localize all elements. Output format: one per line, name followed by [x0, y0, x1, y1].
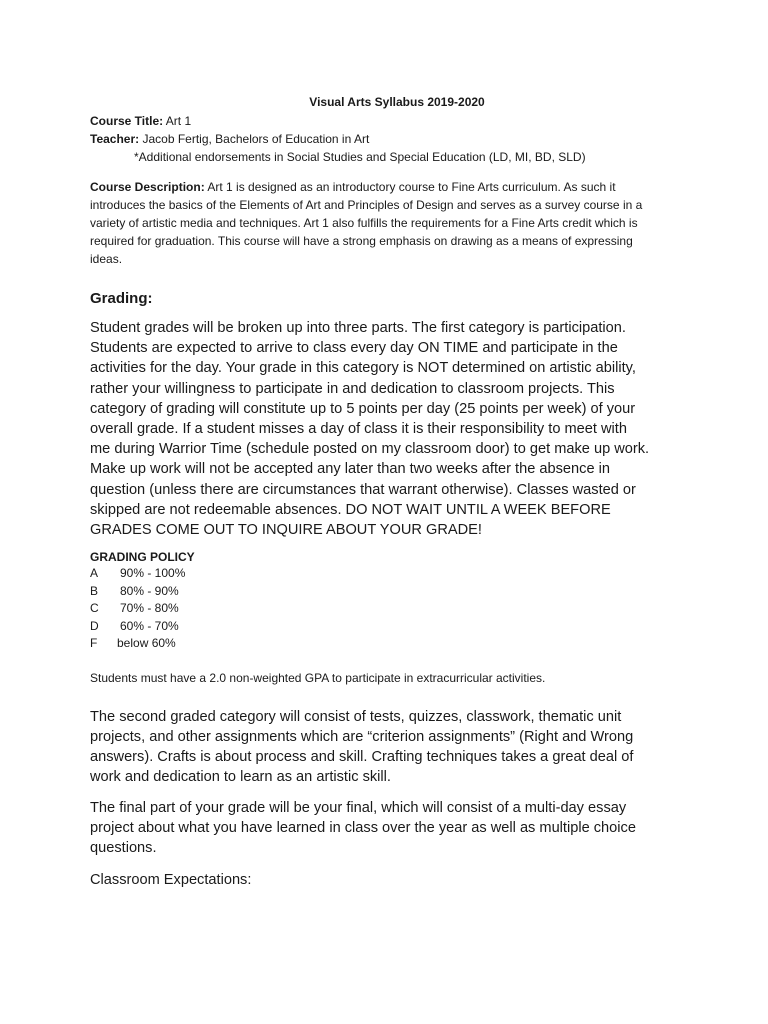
policy-range: 60% - 70%	[120, 618, 179, 633]
course-title-label: Course Title:	[90, 114, 164, 128]
grading-policy-row	[90, 618, 690, 636]
endorsements-line: *Additional endorsements in Social Studies and Special Education (LD, MI, BD, SLD)	[134, 150, 586, 164]
policy-range: 90% - 100%	[120, 566, 186, 581]
policy-grade: D	[90, 618, 99, 633]
teacher-value: Jacob Fertig, Bachelors of Education in Art	[142, 132, 370, 146]
course-title-line	[90, 112, 690, 130]
gpa-note: Students must have a 2.0 non-weighted GPA to participate in extracurricular activities.	[90, 670, 546, 685]
policy-range: 80% - 90%	[120, 583, 179, 598]
policy-grade: F	[90, 636, 98, 651]
grading-paragraph: Student grades will be broken up into three parts. The first category is participation. Students are expected to arrive to class every day ON TIME and participate in the activities for the day. Your grade in this category is NOT determined on artistic ability, rather your willingness to participate in and dedication to classroom projects. This category of grading will constitute up to 5 points per day (25 points per week) of your overall grade. If a student misses a day of class it is their responsibility to meet with me during Warrior Time (schedule posted on my classroom door) to get make up work. Make up work will not be accepted any later than two weeks after the absence in question (unless there are circumstances that warrant otherwise). Classes wasted or skipped are not redeemable absences. DO NOT WAIT UNTIL A WEEK BEFORE GRADES COME OUT TO INQUIRE ABOUT YOUR GRADE!	[90, 320, 650, 539]
grading-policy-row	[90, 565, 690, 583]
classroom-expectations-heading: Classroom Expectations:	[90, 872, 252, 889]
syllabus-page	[90, 94, 690, 890]
grading-policy-row	[90, 583, 690, 601]
policy-range: 70% - 80%	[120, 601, 179, 616]
grading-heading: Grading:	[90, 290, 153, 307]
course-title-value: Art 1	[165, 114, 192, 128]
grading-policy-row	[90, 600, 690, 618]
final-part-paragraph: The final part of your grade will be your final, which will consist of a multi-day essay project about what you have learned in class over the year as well as multiple choice questions.	[90, 799, 636, 856]
course-description-text: Art 1 is designed as an introductory course to Fine Arts curriculum. As such it introduces the basics of the Elements of Art and Principles of Design and serves as a survey course in a variety of artistic media and techniques. Art 1 also fulfills the requirements for a Fine Arts credit which is required for graduation. This course will have a strong emphasis on drawing as a means of expressing ideas.	[90, 180, 643, 266]
policy-grade: A	[90, 566, 99, 581]
grading-policy-table	[90, 565, 690, 653]
grading-policy-heading: GRADING POLICY	[90, 550, 195, 565]
policy-range: below 60%	[117, 636, 176, 651]
grading-policy-row	[90, 635, 690, 653]
second-category-paragraph: The second graded category will consist of tests, quizzes, classwork, thematic unit projects, and other assignments which are “criterion assignments” (Right and Wrong answers). Crafts is about process and skill. Crafting techniques takes a great deal of work and dedication to learn as an artistic skill.	[90, 708, 634, 786]
teacher-line	[90, 130, 690, 148]
teacher-label: Teacher:	[90, 132, 140, 146]
policy-grade: B	[90, 583, 99, 598]
policy-grade: C	[90, 601, 99, 616]
document-title: Visual Arts Syllabus 2019-2020	[309, 95, 485, 109]
course-description-label: Course Description:	[90, 180, 205, 194]
course-description	[90, 178, 645, 268]
